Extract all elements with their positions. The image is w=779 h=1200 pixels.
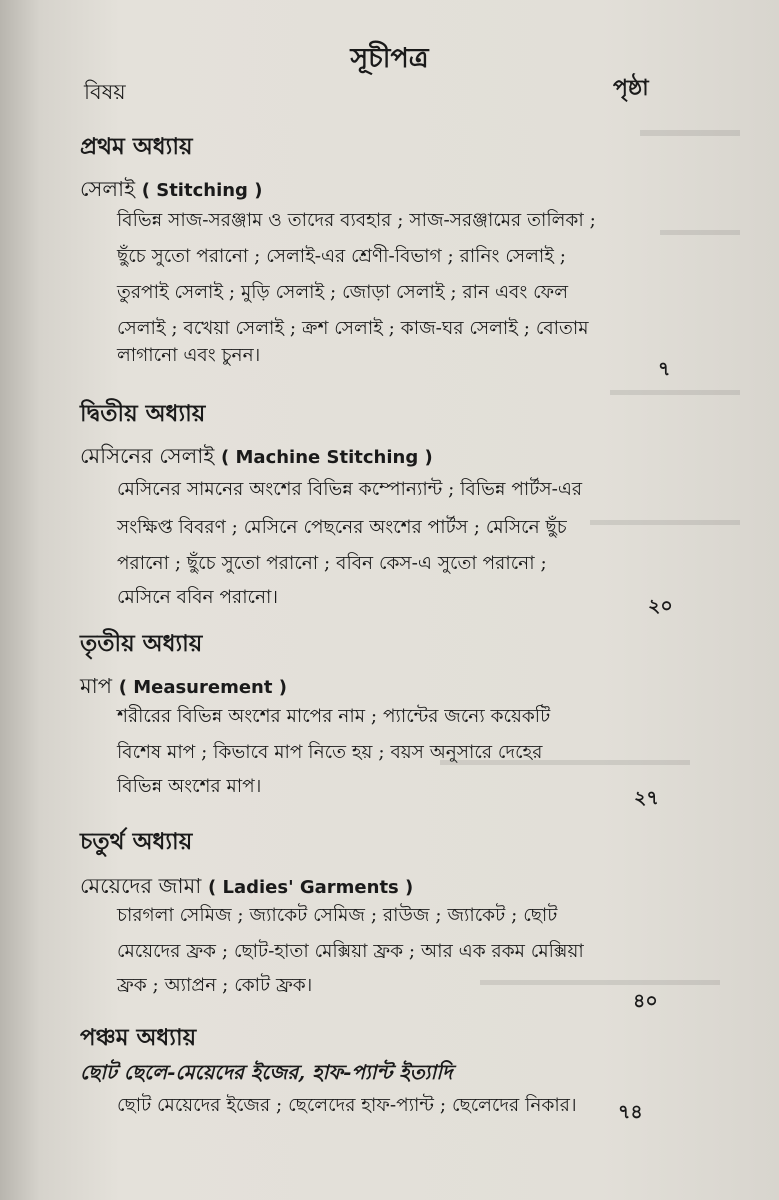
chapter-3-section-en: ( Measurement ) bbox=[118, 677, 287, 698]
subject-column-header: বিষয় bbox=[84, 80, 126, 104]
chapter-1-section-bn: সেলাই bbox=[80, 177, 136, 201]
chapter-5-page: ৭৪ bbox=[618, 1101, 643, 1123]
chapter-4-section bbox=[80, 870, 413, 905]
chapter-1-section bbox=[80, 173, 262, 208]
chapter-2-line: মেসিনের সামনের অংশের বিভিন্ন কম্পোন্যান্ট ; বিভিন্ন পার্টস-এর bbox=[117, 479, 583, 500]
chapter-1-line: তুরপাই সেলাই ; মুড়ি সেলাই ; জোড়া সেলাই ; রান এবং ফেল bbox=[117, 282, 568, 303]
chapter-4-line: ফ্রক ; অ্যাপ্রন ; কোট ফ্রক। bbox=[117, 975, 313, 996]
chapter-4-line: চারগলা সেমিজ ; জ্যাকেট সেমিজ ; রাউজ ; জ্যাকেট ; ছোট bbox=[117, 905, 558, 926]
chapter-1-section-en: ( Stitching ) bbox=[141, 180, 263, 201]
chapter-2-page: ২০ bbox=[648, 595, 673, 617]
page-column-header: পৃষ্ঠা bbox=[613, 75, 649, 101]
chapter-2-line: পরানো ; ছুঁচে সুতো পরানো ; ববিন কেস-এ সুতো পরানো ; bbox=[117, 553, 547, 574]
chapter-2-line: সংক্ষিপ্ত বিবরণ ; মেসিনে পেছনের অংশের পার্টস ; মেসিনে ছুঁচ bbox=[117, 517, 567, 538]
chapter-2-heading: দ্বিতীয় অধ্যায় bbox=[80, 400, 206, 427]
chapter-3-section bbox=[80, 670, 287, 705]
chapter-2-section bbox=[80, 440, 433, 475]
chapter-3-line: বিভিন্ন অংশের মাপ। bbox=[117, 776, 262, 797]
chapter-5-section bbox=[80, 1058, 453, 1091]
chapter-4-section-en: ( Ladies' Garments ) bbox=[208, 877, 414, 898]
chapter-3-section-bn: মাপ bbox=[80, 674, 113, 698]
chapter-2-section-bn: মেসিনের সেলাই bbox=[80, 444, 215, 468]
chapter-3-heading: তৃতীয় অধ্যায় bbox=[80, 630, 203, 657]
chapter-1-line: লাগানো এবং চুনন। bbox=[117, 345, 261, 366]
chapter-1-line: ছুঁচে সুতো পরানো ; সেলাই-এর শ্রেণী-বিভাগ ; রানিং সেলাই ; bbox=[117, 246, 566, 267]
chapter-4-line: মেয়েদের ফ্রক ; ছোট-হাতা মেক্সিয়া ফ্রক ; আর এক রকম মেক্সিয়া bbox=[117, 941, 584, 962]
chapter-3-line: বিশেষ মাপ ; কিভাবে মাপ নিতে হয় ; বয়স অনুসারে দেহের bbox=[117, 742, 543, 763]
chapter-4-page: ৪০ bbox=[633, 990, 658, 1012]
chapter-1-line: সেলাই ; বখেয়া সেলাই ; ক্রশ সেলাই ; কাজ-ঘর সেলাই ; বোতাম bbox=[117, 318, 589, 339]
chapter-4-section-bn: মেয়েদের জামা bbox=[80, 874, 202, 898]
chapter-5-heading: পঞ্চম অধ্যায় bbox=[80, 1024, 197, 1051]
chapter-3-line: শরীরের বিভিন্ন অংশের মাপের নাম ; প্যান্টের জন্যে কয়েকটি bbox=[117, 706, 551, 727]
chapter-1-page: ৭ bbox=[658, 358, 671, 380]
chapter-4-heading: চতুর্থ অধ্যায় bbox=[80, 828, 193, 855]
chapter-3-page: ২৭ bbox=[634, 787, 659, 809]
chapter-1-line: বিভিন্ন সাজ-সরঞ্জাম ও তাদের ব্যবহার ; সাজ-সরঞ্জামের তালিকা ; bbox=[117, 210, 596, 231]
chapter-1-heading: প্রথম অধ্যায় bbox=[80, 133, 193, 160]
chapter-5-line: ছোট মেয়েদের ইজের ; ছেলেদের হাফ-প্যান্ট ; ছেলেদের নিকার। bbox=[117, 1095, 577, 1116]
chapter-5-section-bn: ছোট ছেলে-মেয়েদের ইজের, হাফ-প্যান্ট ইত্যাদি bbox=[80, 1060, 453, 1084]
page-title: সূচীপত্র bbox=[350, 43, 429, 74]
chapter-2-section-en: ( Machine Stitching ) bbox=[221, 447, 433, 468]
chapter-2-line: মেসিনে ববিন পরানো। bbox=[117, 587, 279, 608]
